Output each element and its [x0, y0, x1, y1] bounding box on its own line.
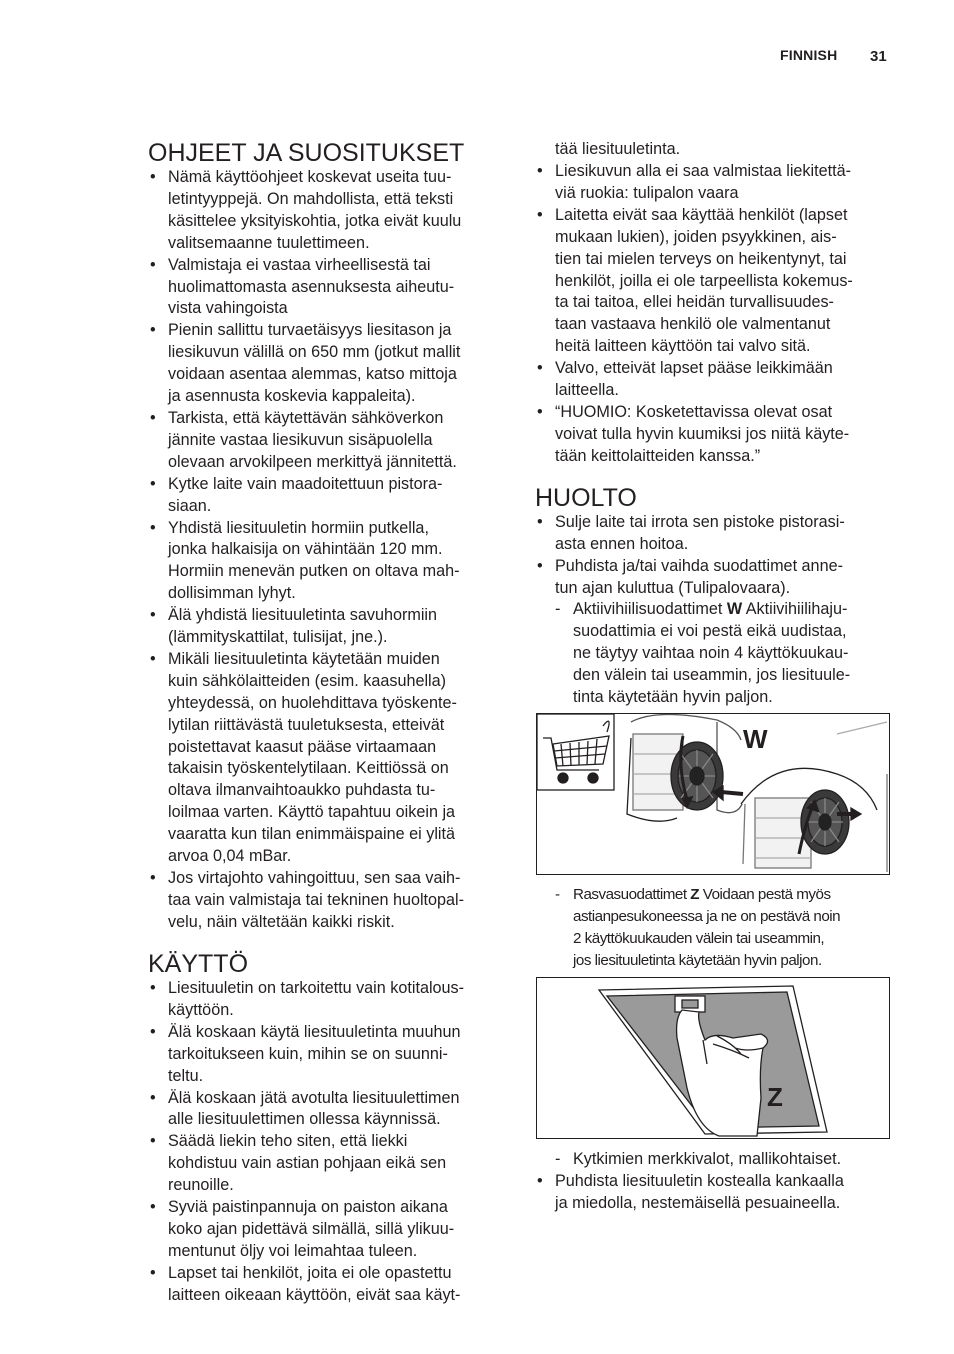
list-item-line: taa vain valmistaja tai tekninen huoltopal- [168, 890, 465, 909]
list-item-line: Liesituuletin on tarkoitettu vain kotitalous- [168, 979, 465, 997]
list-item-line: Lapset tai henkilöt, joita ei ole opastettu [168, 1263, 452, 1282]
list-item-line: tää liesituuletinta. [555, 140, 681, 158]
list-item-line: lytilan riittävästä tuuletuksesta, etteivät [168, 715, 445, 734]
list-item-line: henkilöt, joilla ei ole tarpeellista kokemus- [555, 271, 853, 290]
list-item-line: heitä laitteen käyttöön tai valvo sitä. [555, 337, 811, 356]
list-item-line: Säädä liekin teho siten, että liekki [168, 1132, 408, 1151]
list-item-line: Liesikuvun alla ei saa valmistaa liekitettä- [555, 162, 852, 180]
list-item [148, 255, 504, 321]
list-item [148, 1022, 504, 1088]
list-item-line: (lämmityskattilat, tulisijat, jne.). [168, 628, 388, 647]
list-item-line: Valvo, etteivät lapset pääse leikkimään [555, 359, 833, 378]
list-item [148, 408, 504, 474]
list-item-line: vaaratta kun tilan enimmäispaine ei ylitä [168, 825, 456, 844]
list-item-line: mukaan lukien), joiden psyykkinen, ais- [555, 227, 837, 246]
list-item-line: vista vahingoista [168, 299, 288, 318]
list-item-line: Puhdista ja/tai vaihda suodattimet anne- [555, 556, 843, 575]
list-item [535, 205, 895, 358]
letter-w: W [726, 600, 743, 618]
list-item-line: käsittelee yksityiskohtia, jotka eivät kuulu [168, 211, 462, 230]
list-item-line: valitsemaanne tuulettimeen. [168, 233, 370, 252]
list-item-line: velu, näin vältetään kaikki riskit. [168, 912, 395, 931]
list-item-line: huolimattomasta asennuksesta aiheutu- [168, 277, 455, 296]
list-item-line: asta ennen hoitoa. [555, 534, 689, 553]
list-item-rasvasuodatin: - Rasvasuodattimet Z Voidaan pestä myös astianpesukoneessa ja ne on pestävä noin 2 käyttökuukauden välein tai useammin, jos liesituuletinta käytetään hyvin paljon. [535, 884, 895, 972]
figure-grease-filter [536, 977, 890, 1139]
list-item-line: dollisimman lyhyt. [168, 584, 296, 603]
section-title-ohjeet: OHJEET JA SUOSITUKSET [148, 139, 465, 167]
list-item-line: kuin sähkölaitteiden (esim. kaasuhella) [168, 671, 447, 690]
list-item-line: Nämä käyttöohjeet koskevat useita tuu- [168, 168, 452, 186]
list-item-line: siaan. [168, 496, 212, 515]
kaytto-list-right [535, 161, 895, 468]
list-item-line: viä ruokia: tulipalon vaara [555, 183, 739, 202]
list-item-line: Laitetta eivät saa käyttää henkilöt (lapset [555, 205, 848, 224]
list-item-line: Älä koskaan jätä avotulta liesituulettimen [168, 1088, 460, 1107]
list-item [535, 556, 895, 600]
list-item [535, 139, 895, 161]
list-item [148, 649, 504, 868]
section-title-huolto: HUOLTO [535, 484, 637, 512]
list-item-line: letintyyppejä. On mahdollista, että teksti [168, 189, 454, 208]
ohjeet-list [148, 167, 504, 934]
list-item-line: ta tai taitoa, ellei heidän turvallisuudes- [555, 293, 834, 312]
kaytto-list-continued [535, 139, 895, 161]
list-item-line: tun ajan kuluttua (Tulipalovaara). [555, 578, 791, 597]
kaytto-list [148, 978, 504, 1307]
list-item-line: poistettavat kaasut pääse virtaamaan [168, 737, 437, 756]
list-item-line: jännite vastaa liesikuvun sisäpuolella [168, 430, 433, 449]
list-item-line: liesikuvun välillä on 650 mm (jotkut mallit [168, 343, 461, 362]
list-item-line: koko ajan pidettävä silmällä, sillä ylikuu- [168, 1219, 455, 1238]
list-item [148, 518, 504, 606]
huolto-sublist-z [535, 884, 895, 972]
grease-filter-illustration [537, 978, 889, 1138]
list-item-line: Syviä paistinpannuja on paiston aikana [168, 1198, 448, 1217]
list-item-line: loilmaa varten. Käyttö tapahtuu oikein ja [168, 803, 456, 822]
list-item [148, 1131, 504, 1197]
list-item-line: laitteen oikeaan käyttöön, eivät saa käyt- [168, 1285, 461, 1304]
list-item-line: Yhdistä liesituuletin hormiin putkella, [168, 518, 429, 537]
list-item-aktiivihiili: - Aktiivihiilisuodattimet W Aktiivihiilihaju- suodattimia ei voi pestä eikä uudistaa, ne täytyy vaihtaa noin 4 käyttökuukau- den välein tai useammin, jos liesituule- tinta käytetään hyvin paljon. [535, 599, 895, 709]
list-item-line: jonka halkaisija on vähintään 120 mm. [168, 540, 443, 559]
list-item [148, 605, 504, 649]
figure-label-z: Z [767, 1082, 783, 1112]
list-item-line: reunoille. [168, 1176, 234, 1195]
shopping-cart-icon [543, 721, 609, 783]
figure-carbon-filter [536, 713, 890, 875]
list-item-line: oltava ilmanvaihtoaukko puhdasta tu- [168, 781, 436, 800]
list-item: • Puhdista liesituuletin kostealla kankaalla ja miedolla, nestemäisellä pesuaineella. [535, 1171, 895, 1215]
list-item-line: yhteydessä, on huolehdittava työskente- [168, 693, 457, 712]
list-item [535, 512, 895, 556]
list-item-line: takaisin työskentelytilaan. Keittiössä on [168, 759, 449, 778]
huolto-list-last [535, 1171, 895, 1215]
list-item [148, 474, 504, 518]
list-item-line: Sulje laite tai irrota sen pistoke pistorasi- [555, 513, 845, 531]
list-item-line: mentunut öljy voi leimahtaa tuleen. [168, 1241, 418, 1260]
carbon-filter-illustration [537, 714, 889, 874]
list-item-line: Tarkista, että käytettävän sähköverkon [168, 408, 444, 427]
list-item [535, 402, 895, 468]
list-item-line: Mikäli liesituuletinta käytetään muiden [168, 649, 440, 668]
list-item-line: arvoa 0,04 mBar. [168, 847, 292, 866]
section-title-kaytto: KÄYTTÖ [148, 950, 249, 978]
list-item-line: Jos virtajohto vahingoittuu, sen saa vaih- [168, 869, 461, 887]
list-item-line: alle liesituulettimen ollessa käynnissä. [168, 1110, 441, 1129]
list-item [148, 1088, 504, 1132]
list-item [535, 358, 895, 402]
list-item-line: tien tai mielen terveys on heikentynyt, tai [555, 249, 847, 268]
list-item-line: Valmistaja ei vastaa virheellisestä tai [168, 255, 431, 274]
list-item-line: teltu. [168, 1066, 204, 1085]
list-item [535, 161, 895, 205]
list-item-line: Älä koskaan käytä liesituuletinta muuhun [168, 1022, 461, 1041]
list-item-line: taan vastaava henkilö ole valmentanut [555, 315, 831, 334]
list-item-line: olevaan arvokilpeen merkittyä jännitettä. [168, 452, 457, 471]
list-item-line: kohdistuu vain astian pohjaan eikä sen [168, 1154, 447, 1173]
list-item [148, 320, 504, 408]
list-item-line: tarkoitukseen kuin, mihin se on suunni- [168, 1044, 448, 1063]
list-item-line: voivat tulla hyvin kuumiksi jos niitä käyte- [555, 424, 850, 443]
list-item-line: “HUOMIO: Kosketettavissa olevat osat [555, 402, 833, 421]
list-item-merkkivalot: - Kytkimien merkkivalot, mallikohtaiset. [535, 1149, 895, 1171]
list-item-line: Älä yhdistä liesituuletinta savuhormiin [168, 606, 438, 625]
list-item [148, 868, 504, 934]
list-item-line: laitteella. [555, 381, 619, 400]
list-item-line: Hormiin menevän putken on oltava mah- [168, 562, 460, 581]
list-item-line: voidaan asentaa alemmas, katso mittoja [168, 365, 457, 384]
list-item [148, 167, 504, 255]
list-item [148, 1197, 504, 1263]
running-header-language: FINNISH [780, 47, 838, 63]
list-item-line: ja asennusta koskevia kappaleita). [168, 387, 416, 406]
list-item-line: Kytke laite vain maadoitettuun pistora- [168, 474, 443, 493]
carbon-filter-disc-w [671, 742, 723, 810]
figure-label-w: W [743, 724, 768, 754]
huolto-sublist-w [535, 599, 895, 709]
list-item-line: Pienin sallittu turvaetäisyys liesitason ja [168, 321, 452, 340]
letter-z: Z [690, 886, 700, 903]
list-item-line: tään keittolaitteiden kanssa.” [555, 446, 761, 465]
push-arrow-icon [721, 792, 743, 794]
page-number: 31 [870, 48, 887, 65]
huolto-sublist-led [535, 1149, 895, 1171]
list-item-line: käyttöön. [168, 1000, 234, 1019]
list-item [148, 1263, 504, 1307]
huolto-list [535, 512, 895, 600]
list-item [148, 978, 504, 1022]
